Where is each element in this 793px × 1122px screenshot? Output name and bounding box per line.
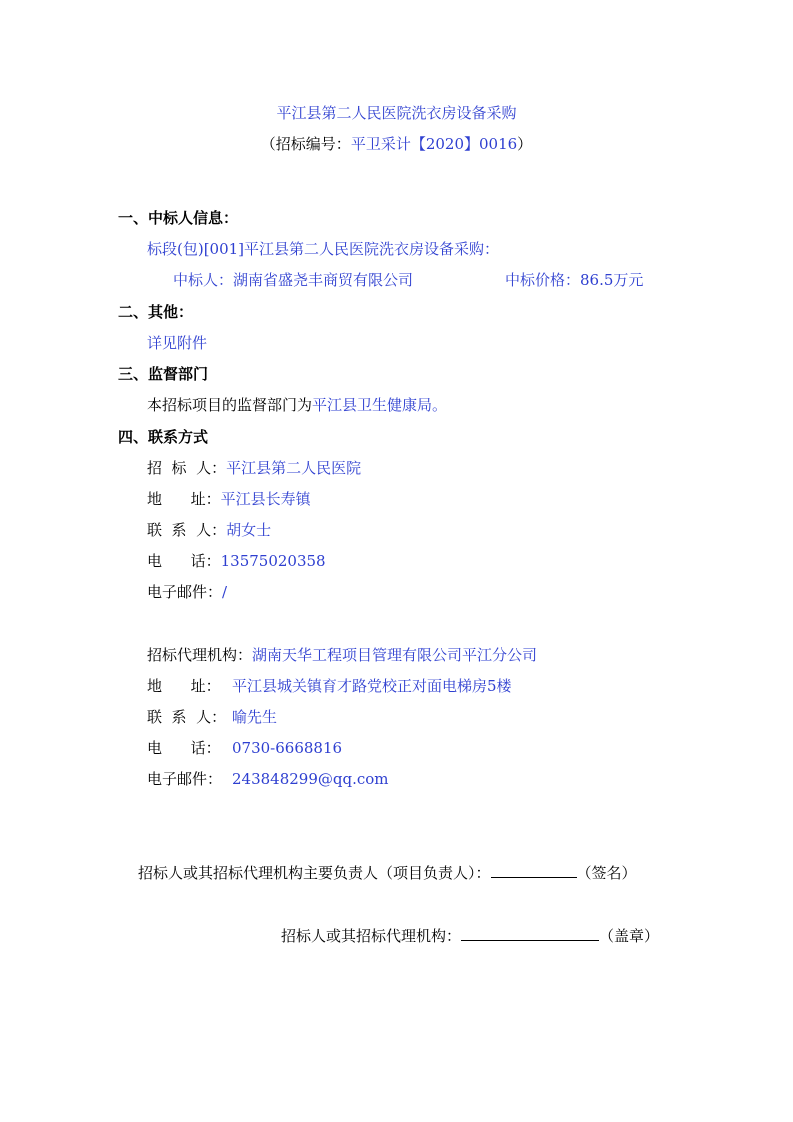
agency-phone-label: 电 话： xyxy=(147,739,221,757)
tenderer-contact-row xyxy=(147,520,271,540)
signature-responsible-suffix: （签名） xyxy=(576,864,637,882)
signature-responsible-blank[interactable] xyxy=(491,862,577,878)
tenderer-address-label: 地 址： xyxy=(147,490,221,508)
tenderer-phone-row xyxy=(147,551,326,571)
price-label: 中标价格： xyxy=(505,271,581,289)
agency-address-label: 地 址： xyxy=(147,677,221,695)
signature-seal-label: 招标人或其招标代理机构： xyxy=(281,927,462,945)
agency-email-value: 243848299@qq.com xyxy=(232,770,389,788)
agency-address-row xyxy=(147,676,512,696)
tenderer-contact-value: 胡女士 xyxy=(226,521,272,539)
agency-name-value: 湖南天华工程项目管理有限公司平江分公司 xyxy=(252,646,538,664)
section-heading-other: 二、其他： xyxy=(118,303,194,321)
agency-contact-row xyxy=(147,707,277,727)
other-text: 详见附件 xyxy=(147,334,208,352)
agency-phone-value: 0730-6668816 xyxy=(232,739,343,757)
tenderer-phone-value: 13575020358 xyxy=(220,552,326,570)
price-line xyxy=(505,270,643,290)
winner-value: 湖南省盛尧丰商贸有限公司 xyxy=(233,271,414,289)
tenderer-phone-label: 电 话： xyxy=(147,552,221,570)
signature-seal-blank[interactable] xyxy=(461,925,599,941)
agency-contact-label: 联 系 人： xyxy=(147,708,227,726)
signature-line-responsible xyxy=(138,862,637,883)
winner-label: 中标人： xyxy=(173,271,234,289)
supervision-prefix: 本招标项目的监督部门为 xyxy=(147,396,313,414)
tenderer-name-label: 招 标 人： xyxy=(147,459,227,477)
signature-responsible-label: 招标人或其招标代理机构主要负责人（项目负责人）： xyxy=(138,864,491,882)
price-value: 86.5万元 xyxy=(580,271,644,289)
agency-name-label: 招标代理机构： xyxy=(147,646,253,664)
tenderer-address-value: 平江县长寿镇 xyxy=(220,490,311,508)
agency-contact-value: 喻先生 xyxy=(232,708,278,726)
tenderer-email-row xyxy=(147,582,227,602)
agency-name-row xyxy=(147,645,537,665)
signature-seal-suffix: （盖章） xyxy=(599,927,660,945)
agency-phone-row xyxy=(147,738,342,758)
tenderer-address-row xyxy=(147,489,311,509)
supervision-line xyxy=(147,395,447,415)
tenderer-email-label: 电子邮件： xyxy=(147,583,223,601)
bid-number-suffix: ） xyxy=(517,135,533,153)
agency-email-label: 电子邮件： xyxy=(147,770,223,788)
supervision-value: 平江县卫生健康局。 xyxy=(312,396,448,414)
section-heading-winner: 一、中标人信息： xyxy=(118,209,239,227)
agency-address-value: 平江县城关镇育才路党校正对面电梯房5楼 xyxy=(232,677,512,695)
lot-title: 标段(包)[001]平江县第二人民医院洗衣房设备采购： xyxy=(147,240,500,258)
tenderer-name-value: 平江县第二人民医院 xyxy=(226,459,362,477)
section-heading-contact: 四、联系方式 xyxy=(118,428,209,446)
document-title: 平江县第二人民医院洗衣房设备采购 xyxy=(276,104,517,122)
tenderer-name-row xyxy=(147,458,361,478)
bid-number-prefix: （招标编号： xyxy=(260,135,351,153)
bid-number-value: 平卫采计【2020】0016 xyxy=(350,135,518,153)
tenderer-email-value: / xyxy=(222,583,228,601)
agency-email-row xyxy=(147,769,389,789)
signature-line-seal xyxy=(281,925,659,946)
bid-number-line xyxy=(0,134,793,154)
tenderer-contact-label: 联 系 人： xyxy=(147,521,227,539)
section-heading-supervision: 三、监督部门 xyxy=(118,365,209,383)
winner-line xyxy=(173,270,413,290)
